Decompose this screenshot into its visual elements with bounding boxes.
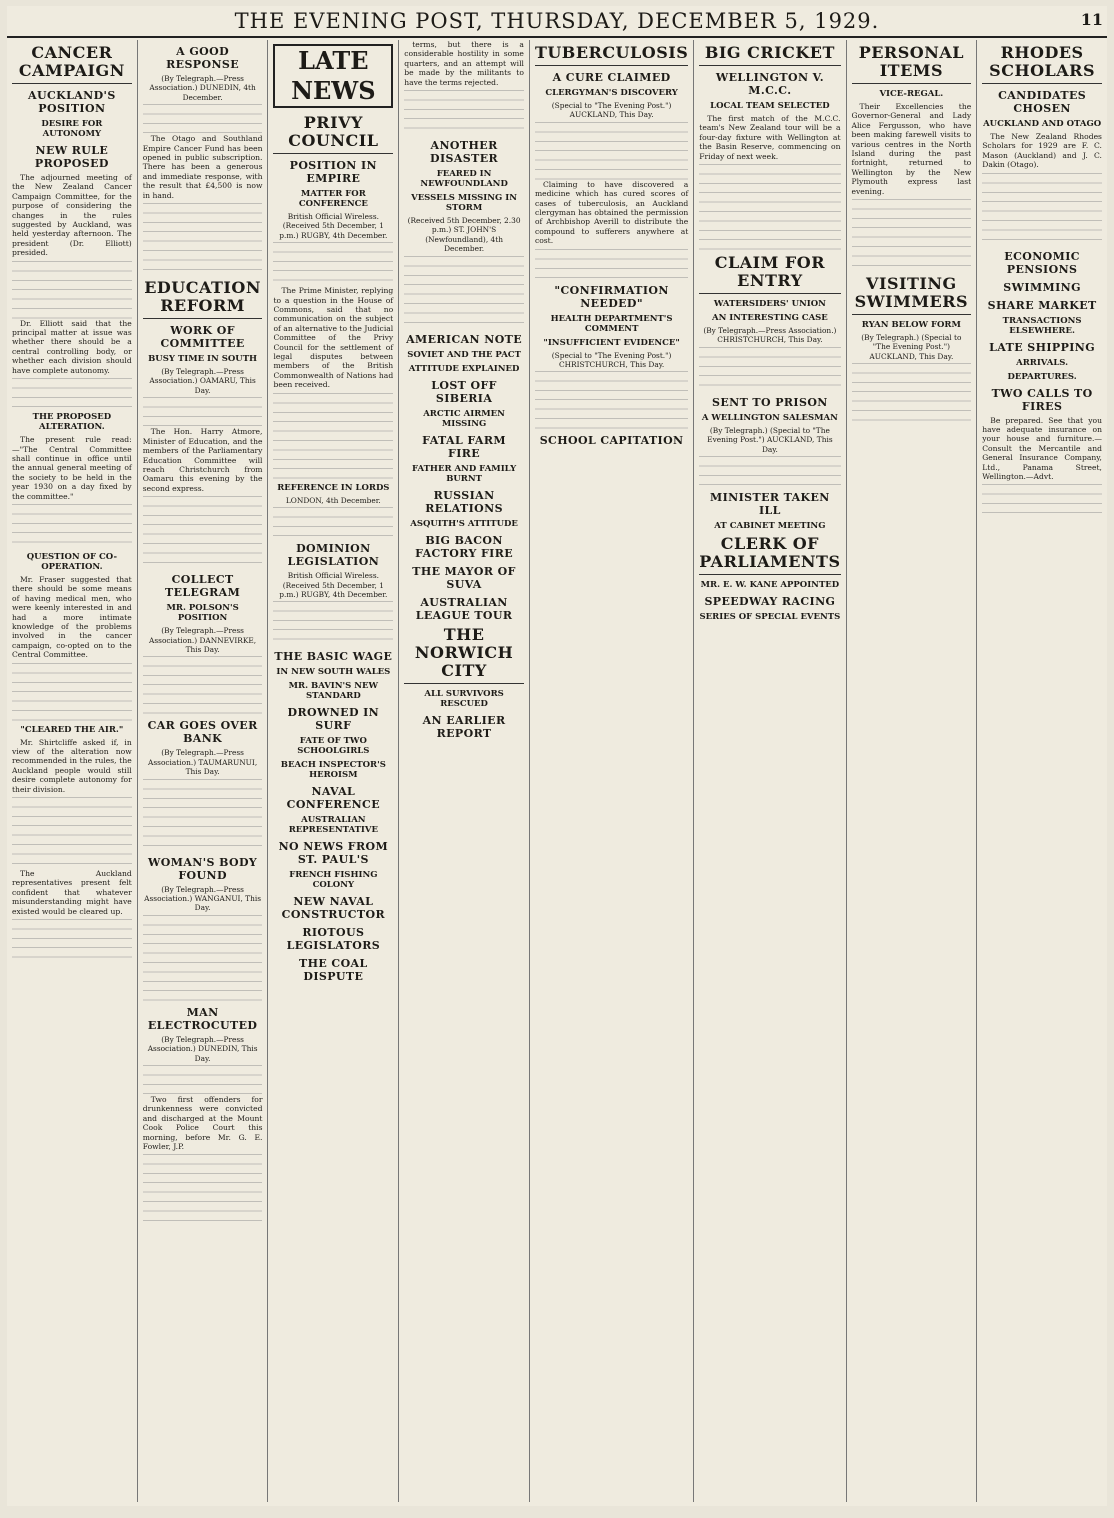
subheadline: DOMINION LEGISLATION <box>287 542 380 569</box>
paragraph: The Hon. Harry Atmore, Minister of Education, and the members of the Parliamentary Education Committee will reach Christchurch from Oamaru this evening by the second express. <box>142 427 263 493</box>
masthead-title: THE EVENING POST, THURSDAY, DECEMBER 5, 1929. <box>234 9 880 33</box>
deck: REFERENCE IN LORDS <box>277 482 390 493</box>
deck: THE PROPOSED ALTERATION. <box>32 412 112 433</box>
column-5 <box>530 40 694 1502</box>
subheadline: LOST OFF SIBERIA <box>431 378 497 405</box>
deck: HEALTH DEPARTMENT'S COMMENT <box>550 313 673 334</box>
headline: PRIVY COUNCIL <box>273 114 393 154</box>
subheadline: COLLECT TELEGRAM <box>165 573 241 600</box>
dateline: (By Telegraph.—Press Association.) WANGANUI, This Day. <box>144 884 262 913</box>
deck: "INSUFFICIENT EVIDENCE" <box>543 337 680 348</box>
paragraph: Their Excellencies the Governor-General and Lady Alice Fergusson, who have been making farewell visits to various centres in the North Island during the past fortnight, returned to Wellington by the New Plymouth express last evening. <box>851 102 972 196</box>
subheadline: SPEEDWAY RACING <box>704 595 836 609</box>
deck: "CLEARED THE AIR." <box>20 724 124 735</box>
headline: PERSONAL ITEMS <box>852 44 972 84</box>
body-text-lines <box>699 164 840 250</box>
dateline: (Special to "The Evening Post.") AUCKLAND, This Day. <box>551 101 672 120</box>
body-text-lines <box>699 456 840 486</box>
headline: CANCER CAMPAIGN <box>12 44 132 84</box>
subheadline: LATE SHIPPING <box>989 340 1096 354</box>
deck: AT CABINET MEETING <box>714 521 826 532</box>
dateline: British Official Wireless. (Received 5th December, 1 p.m.) RUGBY, 4th December. <box>279 571 388 599</box>
body-text-lines <box>273 393 393 479</box>
deck: CLERGYMAN'S DISCOVERY <box>545 88 678 98</box>
body-text-lines <box>143 779 263 851</box>
body-text-lines <box>535 371 688 429</box>
column-6 <box>694 40 846 1502</box>
subheadline: WORK OF COMMITTEE <box>160 324 245 351</box>
body-text-lines <box>273 242 393 286</box>
subheadline: SCHOOL CAPITATION <box>539 434 684 448</box>
deck: FRENCH FISHING COLONY <box>289 870 378 891</box>
body-text-lines <box>273 601 393 645</box>
subheadline: POSITION IN EMPIRE <box>289 159 377 185</box>
subheadline: BIG BACON FACTORY FIRE <box>415 533 514 560</box>
subheadline: THE BASIC WAGE <box>274 650 393 664</box>
headline: EDUCATION REFORM <box>143 279 263 319</box>
subheadline: RUSSIAN RELATIONS <box>425 488 503 515</box>
dateline: (By Telegraph.—Press Association.) DANNEVIRKE, This Day. <box>149 626 257 654</box>
deck: AUSTRALIAN REPRESENTATIVE <box>288 815 378 836</box>
paragraph: Mr. Fraser suggested that there should be some means of having medical men, who were keenly interested in and had a more intimate knowledge of the problems involved in the cancer campaign, co-opted on to the Central Committee. <box>12 574 132 660</box>
dateline: (By Telegraph.—Press Association.) TAUMARUNUI, This Day. <box>148 748 258 777</box>
body-text-lines <box>273 507 393 537</box>
paragraph: The Auckland representatives present felt confident that whatever misunderstanding might have existed would be cleared up. <box>12 869 132 916</box>
body-text-lines <box>852 199 972 271</box>
body-text-lines <box>12 378 132 408</box>
deck: RYAN BELOW FORM <box>861 320 961 331</box>
subheadline: NEW RULE PROPOSED <box>34 144 109 170</box>
column-3 <box>268 40 399 1502</box>
deck: VICE-REGAL. <box>879 89 944 99</box>
deck: DESIRE FOR AUTONOMY <box>41 119 103 139</box>
subheadline: CANDIDATES CHOSEN <box>998 89 1087 115</box>
deck: SERIES OF SPECIAL EVENTS <box>699 612 841 623</box>
dateline: (Received 5th December, 2.30 p.m.) ST. JOHN'S (Newfoundland), 4th December. <box>407 216 521 254</box>
body-text-lines <box>143 496 263 568</box>
subheadline: ANOTHER DISASTER <box>430 139 499 166</box>
deck: A WELLINGTON SALESMAN <box>701 412 838 423</box>
deck: AUCKLAND AND OTAGO <box>983 119 1102 129</box>
deck: WATERSIDERS' UNION <box>713 299 826 310</box>
headline: CLERK OF PARLIAMENTS <box>699 535 840 575</box>
body-text-lines <box>535 249 688 279</box>
deck: DEPARTURES. <box>1007 371 1077 382</box>
subheadline: SWIMMING <box>1003 280 1081 294</box>
column-4 <box>399 40 530 1502</box>
body-text-lines <box>699 347 840 391</box>
deck: MR. BAVIN'S NEW STANDARD <box>288 681 379 702</box>
body-text-lines <box>143 656 263 714</box>
subheadline: NO NEWS FROM ST. PAUL'S <box>278 840 389 867</box>
deck: ATTITUDE EXPLAINED <box>408 363 520 374</box>
paragraph: Dr. Elliott said that the principal matter at issue was whether there should be a central controlling body, or whether each division should have complete autonomy. <box>12 318 132 375</box>
deck: FATE OF TWO SCHOOLGIRLS <box>297 736 370 757</box>
subheadline: A CURE CLAIMED <box>552 71 671 84</box>
body-text-lines <box>143 1065 263 1095</box>
subheadline: THE COAL DISPUTE <box>299 957 368 984</box>
columns <box>7 40 1107 1502</box>
subheadline: TWO CALLS TO FIRES <box>991 386 1093 413</box>
dateline: (By Telegraph.—Press Association.) OAMARU, This Day. <box>149 367 256 395</box>
paragraph: The present rule read:—"The Central Committee shall continue in office until the annual general meeting of the society to be held in the year 1930 on a day fixed by the committee." <box>12 435 132 501</box>
subheadline: CAR GOES OVER BANK <box>147 719 258 746</box>
masthead <box>7 6 1107 38</box>
body-text-lines <box>12 663 132 721</box>
deck: LOCAL TEAM SELECTED <box>710 101 830 111</box>
banner-headline: LATE NEWS <box>273 44 393 108</box>
subheadline: AMERICAN NOTE <box>406 332 523 346</box>
paragraph: The Otago and Southland Empire Cancer Fund has been opened in public subscription. There has been a generous and immediate response, with the result that £4,500 is now in hand. <box>142 134 263 200</box>
subheadline: AUCKLAND'S POSITION <box>28 89 116 115</box>
deck: IN NEW SOUTH WALES <box>276 667 391 678</box>
subheadline: "CONFIRMATION NEEDED" <box>554 283 669 310</box>
dateline: (By Telegraph.) (Special to "The Evening Post.") AUCKLAND, This Day. <box>707 425 833 454</box>
body-text-lines <box>12 261 132 319</box>
column-1 <box>7 40 138 1502</box>
body-text-lines <box>143 1154 263 1226</box>
paragraph: Claiming to have discovered a medicine which has cured scores of cases of tuberculosis, an Auckland clergyman has obtained the permission of Archbishop Averill to distribute the compound to sufferers anywhere at cost. <box>534 179 689 246</box>
paragraph: The first match of the M.C.C. team's New Zealand tour will be a four-day fixture with Wellington at the Basin Reserve, commencing on Friday of next week. <box>699 114 841 161</box>
subheadline: SHARE MARKET <box>987 298 1097 312</box>
subheadline: AN EARLIER REPORT <box>422 713 506 740</box>
deck: VESSELS MISSING IN STORM <box>411 193 518 214</box>
paragraph: Mr. Shirtcliffe asked if, in view of the alteration now recommended in the rules, the Auckland people would still desire complete autonomy for their division. <box>12 737 132 794</box>
body-text-lines <box>982 484 1102 514</box>
paragraph: The New Zealand Rhodes Scholars for 1929 are F. C. Mason (Auckland) and J. C. Dakin (Otago). <box>982 132 1102 170</box>
subheadline: DROWNED IN SURF <box>287 706 380 733</box>
body-text-lines <box>143 104 263 134</box>
body-text-lines <box>852 363 972 421</box>
deck: SOVIET AND THE PACT <box>407 349 521 360</box>
deck: ARCTIC AIRMEN MISSING <box>423 408 505 429</box>
paragraph: Two first offenders for drunkenness were convicted and discharged at the Mount Cook Police Court this morning, before Mr. G. E. Fowler, J.P. <box>142 1095 263 1152</box>
subheadline: NEW NAVAL CONSTRUCTOR <box>281 895 385 922</box>
page-number: 11 <box>1080 10 1103 29</box>
deck: ARRIVALS. <box>1016 357 1069 368</box>
body-text-lines <box>404 90 524 134</box>
column-7 <box>847 40 978 1502</box>
deck: MR. POLSON'S POSITION <box>166 603 239 624</box>
subheadline: FATAL FARM FIRE <box>422 433 506 460</box>
headline: THE NORWICH CITY <box>404 626 524 684</box>
body-text-lines <box>143 397 263 427</box>
body-text-lines <box>12 797 132 869</box>
dateline: (By Telegraph.) (Special to "The Evening Post.") AUCKLAND, This Day. <box>861 333 962 361</box>
deck: QUESTION OF CO-OPERATION. <box>26 551 117 572</box>
deck: ALL SURVIVORS RESCUED <box>424 688 504 709</box>
subheadline: MAN ELECTROCUTED <box>147 1005 258 1032</box>
headline: CLAIM FOR ENTRY <box>699 254 840 294</box>
deck: ASQUITH'S ATTITUDE <box>410 518 518 529</box>
dateline: (Special to "The Evening Post.") CHRISTCHURCH, This Day. <box>551 350 672 370</box>
deck: AN INTERESTING CASE <box>711 313 828 324</box>
paragraph: terms, but there is a considerable hostility in some quarters, and an attempt will be made by the militants to have the terms rejected. <box>404 40 524 87</box>
headline: RHODES SCHOLARS <box>982 44 1102 84</box>
dateline: (By Telegraph.—Press Association.) CHRISTCHURCH, This Day. <box>703 326 837 345</box>
deck: FATHER AND FAMILY BURNT <box>411 463 517 484</box>
deck: TRANSACTIONS ELSEWHERE. <box>1002 315 1082 336</box>
subheadline: A GOOD RESPONSE <box>166 45 240 71</box>
subheadline: NAVAL CONFERENCE <box>286 785 380 812</box>
subheadline: MINISTER TAKEN ILL <box>710 491 830 518</box>
dateline: (By Telegraph.—Press Association.) DUNEDIN, 4th December. <box>149 74 256 102</box>
deck: BUSY TIME IN SOUTH <box>148 354 258 365</box>
body-text-lines <box>12 504 132 548</box>
headline: TUBERCULOSIS <box>535 44 688 66</box>
subheadline: WOMAN'S BODY FOUND <box>148 855 258 882</box>
subheadline: WELLINGTON V. M.C.C. <box>715 71 824 97</box>
newspaper-page <box>7 6 1107 1506</box>
paragraph: The Prime Minister, replying to a question in the House of Commons, said that no communication on the subject of an alternative to the Judicial Committee of the Privy Council for the settlement of legal disputes between members of the British Commonwealth of Nations had been received. <box>273 286 394 390</box>
deck: MATTER FOR CONFERENCE <box>298 189 368 209</box>
dateline: British Official Wireless. (Received 5th December, 1 p.m.) RUGBY, 4th December. <box>279 212 388 240</box>
column-2 <box>138 40 269 1502</box>
subheadline: AUSTRALIAN LEAGUE TOUR <box>415 595 513 622</box>
headline: BIG CRICKET <box>699 44 840 66</box>
paragraph: The adjourned meeting of the New Zealand Cancer Campaign Committee, for the purpose of considering the changes in the rules suggested by Auckland, was held yesterday afternoon. The president (Dr. Elliott) presided. <box>12 173 132 258</box>
deck: MR. E. W. KANE APPOINTED <box>700 580 840 591</box>
body-text-lines <box>143 203 263 275</box>
paragraph: Be prepared. See that you have adequate insurance on your house and furniture.—Consult the Mercantile and General Insurance Company, Ltd., Panama Street, Wellington.—Advt. <box>982 415 1102 482</box>
subheadline: RIOTOUS LEGISLATORS <box>286 926 381 953</box>
body-text-lines <box>12 919 132 963</box>
deck: FEARED IN NEWFOUNDLAND <box>420 169 508 190</box>
column-8 <box>977 40 1107 1502</box>
dateline: LONDON, 4th December. <box>285 495 381 505</box>
body-text-lines <box>982 173 1102 245</box>
subheadline: ECONOMIC PENSIONS <box>1004 249 1080 276</box>
body-text-lines <box>535 122 688 180</box>
dateline: (By Telegraph.—Press Association.) DUNEDIN, This Day. <box>147 1034 258 1063</box>
body-text-lines <box>143 915 263 1001</box>
subheadline: SENT TO PRISON <box>712 395 828 409</box>
headline: VISITING SWIMMERS <box>852 275 972 315</box>
subheadline: THE MAYOR OF SUVA <box>412 564 516 591</box>
body-text-lines <box>404 256 524 328</box>
deck: BEACH INSPECTOR'S HEROISM <box>280 760 386 781</box>
